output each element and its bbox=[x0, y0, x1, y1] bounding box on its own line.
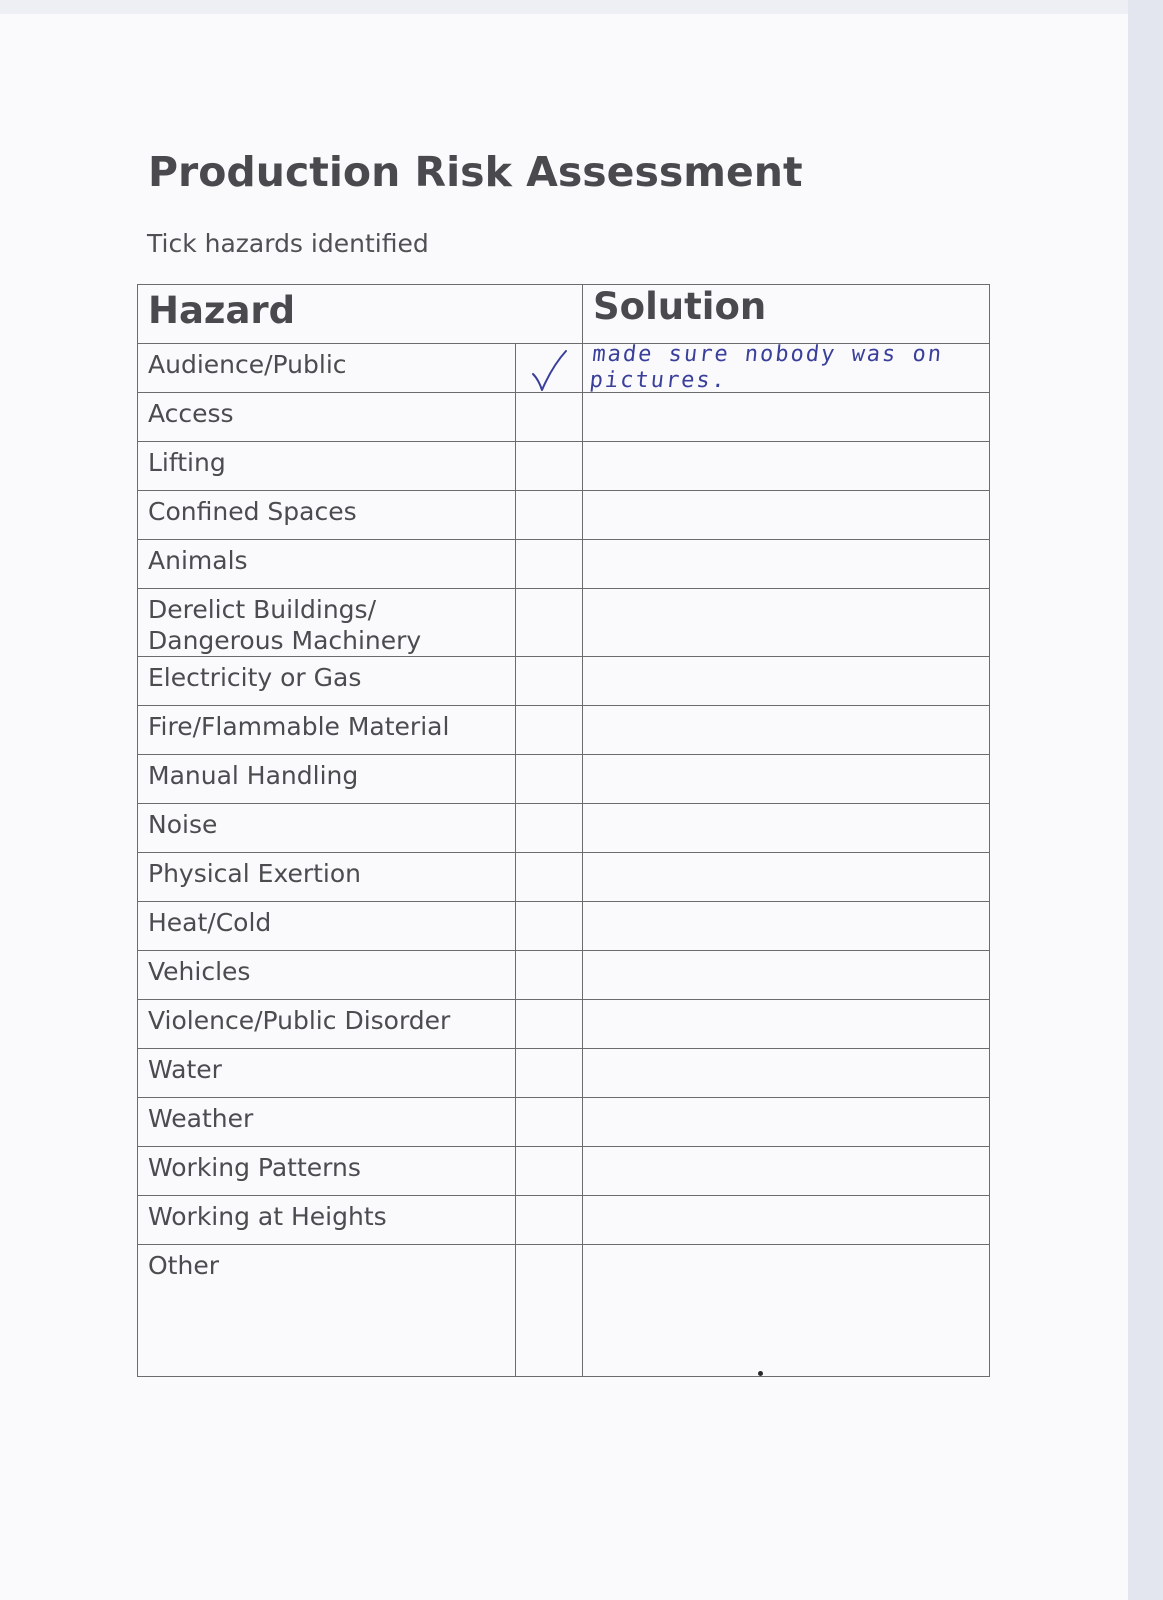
table-row bbox=[138, 1147, 990, 1196]
tick-cell[interactable] bbox=[516, 804, 583, 853]
solution-cell[interactable] bbox=[583, 951, 990, 1000]
table-row bbox=[138, 491, 990, 540]
table-row bbox=[138, 853, 990, 902]
hazard-cell bbox=[138, 804, 516, 853]
tick-cell[interactable] bbox=[516, 902, 583, 951]
hazard-label: Water bbox=[148, 1055, 222, 1084]
solution-cell[interactable] bbox=[583, 393, 990, 442]
form-instruction: Tick hazards identified bbox=[147, 229, 429, 258]
hazard-label: Working at Heights bbox=[148, 1202, 387, 1231]
table-row bbox=[138, 540, 990, 589]
hazard-label: Physical Exertion bbox=[148, 859, 362, 888]
hazard-label: Lifting bbox=[148, 448, 226, 477]
hazard-label: Manual Handling bbox=[148, 761, 359, 790]
table-row bbox=[138, 1000, 990, 1049]
hazard-label: Noise bbox=[148, 810, 218, 839]
hazard-label: Working Patterns bbox=[148, 1153, 361, 1182]
hazard-cell bbox=[138, 755, 516, 804]
hazard-cell bbox=[138, 1049, 516, 1098]
hazard-cell bbox=[138, 393, 516, 442]
hazard-cell bbox=[138, 1196, 516, 1245]
hazard-label: Violence/Public Disorder bbox=[148, 1006, 451, 1035]
hazard-cell bbox=[138, 540, 516, 589]
hazard-label: Fire/Flammable Material bbox=[148, 712, 450, 741]
tick-cell[interactable] bbox=[516, 1196, 583, 1245]
tick-cell[interactable] bbox=[516, 1245, 583, 1377]
table-row bbox=[138, 657, 990, 706]
hazard-cell bbox=[138, 1245, 516, 1377]
tick-cell[interactable] bbox=[516, 706, 583, 755]
hazard-cell bbox=[138, 853, 516, 902]
page-title: Production Risk Assessment bbox=[148, 148, 803, 196]
ink-speck bbox=[758, 1371, 763, 1376]
table-row bbox=[138, 706, 990, 755]
table-row bbox=[138, 902, 990, 951]
hazard-label: Heat/Cold bbox=[148, 908, 272, 937]
tick-cell[interactable] bbox=[516, 344, 583, 393]
hazard-label: Weather bbox=[148, 1104, 254, 1133]
table-row bbox=[138, 1049, 990, 1098]
solution-column-header: Solution bbox=[583, 285, 990, 344]
table-row bbox=[138, 1196, 990, 1245]
solution-cell[interactable] bbox=[583, 1000, 990, 1049]
hazard-label: Access bbox=[148, 399, 234, 428]
tick-cell[interactable] bbox=[516, 1098, 583, 1147]
risk-assessment-table bbox=[137, 284, 990, 1377]
hazard-label: Confined Spaces bbox=[148, 497, 357, 526]
table-row bbox=[138, 951, 990, 1000]
solution-cell[interactable] bbox=[583, 1196, 990, 1245]
solution-cell[interactable] bbox=[583, 1245, 990, 1377]
hazard-cell bbox=[138, 589, 516, 657]
hazard-cell bbox=[138, 1098, 516, 1147]
solution-cell[interactable] bbox=[583, 902, 990, 951]
tick-cell[interactable] bbox=[516, 755, 583, 804]
hazard-label: Vehicles bbox=[148, 957, 251, 986]
table-row bbox=[138, 442, 990, 491]
tick-cell[interactable] bbox=[516, 589, 583, 657]
checkmark-icon bbox=[530, 348, 568, 392]
solution-cell[interactable] bbox=[583, 589, 990, 657]
tick-cell[interactable] bbox=[516, 442, 583, 491]
table-row bbox=[138, 1245, 990, 1377]
solution-cell[interactable] bbox=[583, 1147, 990, 1196]
tick-cell[interactable] bbox=[516, 1049, 583, 1098]
table-row bbox=[138, 755, 990, 804]
hazard-label: Derelict Buildings/ Dangerous Machinery bbox=[148, 595, 422, 655]
tick-cell[interactable] bbox=[516, 951, 583, 1000]
table-row bbox=[138, 393, 990, 442]
solution-cell[interactable] bbox=[583, 804, 990, 853]
solution-cell[interactable] bbox=[583, 1049, 990, 1098]
solution-cell[interactable] bbox=[583, 706, 990, 755]
hazard-cell bbox=[138, 344, 516, 393]
solution-cell[interactable] bbox=[583, 540, 990, 589]
solution-cell[interactable] bbox=[583, 491, 990, 540]
solution-cell[interactable] bbox=[583, 657, 990, 706]
table-row bbox=[138, 589, 990, 657]
hazard-cell bbox=[138, 491, 516, 540]
scanner-background bbox=[1128, 0, 1163, 1600]
tick-cell[interactable] bbox=[516, 853, 583, 902]
table-row bbox=[138, 1098, 990, 1147]
hazard-label: Electricity or Gas bbox=[148, 663, 362, 692]
hazard-label: Audience/Public bbox=[148, 350, 347, 379]
hazard-column-header: Hazard bbox=[138, 285, 583, 344]
hazard-cell bbox=[138, 657, 516, 706]
hazard-label: Animals bbox=[148, 546, 248, 575]
table-header-row bbox=[138, 285, 990, 344]
hazard-cell bbox=[138, 951, 516, 1000]
hazard-cell bbox=[138, 706, 516, 755]
solution-cell[interactable] bbox=[583, 1098, 990, 1147]
solution-cell[interactable] bbox=[583, 853, 990, 902]
tick-cell[interactable] bbox=[516, 1000, 583, 1049]
solution-cell[interactable] bbox=[583, 344, 990, 393]
solution-cell[interactable] bbox=[583, 755, 990, 804]
tick-cell[interactable] bbox=[516, 657, 583, 706]
table-row bbox=[138, 344, 990, 393]
hazard-cell bbox=[138, 442, 516, 491]
hazard-cell bbox=[138, 902, 516, 951]
tick-cell[interactable] bbox=[516, 540, 583, 589]
hazard-label: Other bbox=[148, 1251, 219, 1280]
solution-cell[interactable] bbox=[583, 442, 990, 491]
tick-cell[interactable] bbox=[516, 491, 583, 540]
hazard-cell bbox=[138, 1147, 516, 1196]
handwritten-solution: made sure nobody was on pictures. bbox=[588, 342, 945, 393]
hazard-cell bbox=[138, 1000, 516, 1049]
tick-cell[interactable] bbox=[516, 393, 583, 442]
table-row bbox=[138, 804, 990, 853]
tick-cell[interactable] bbox=[516, 1147, 583, 1196]
